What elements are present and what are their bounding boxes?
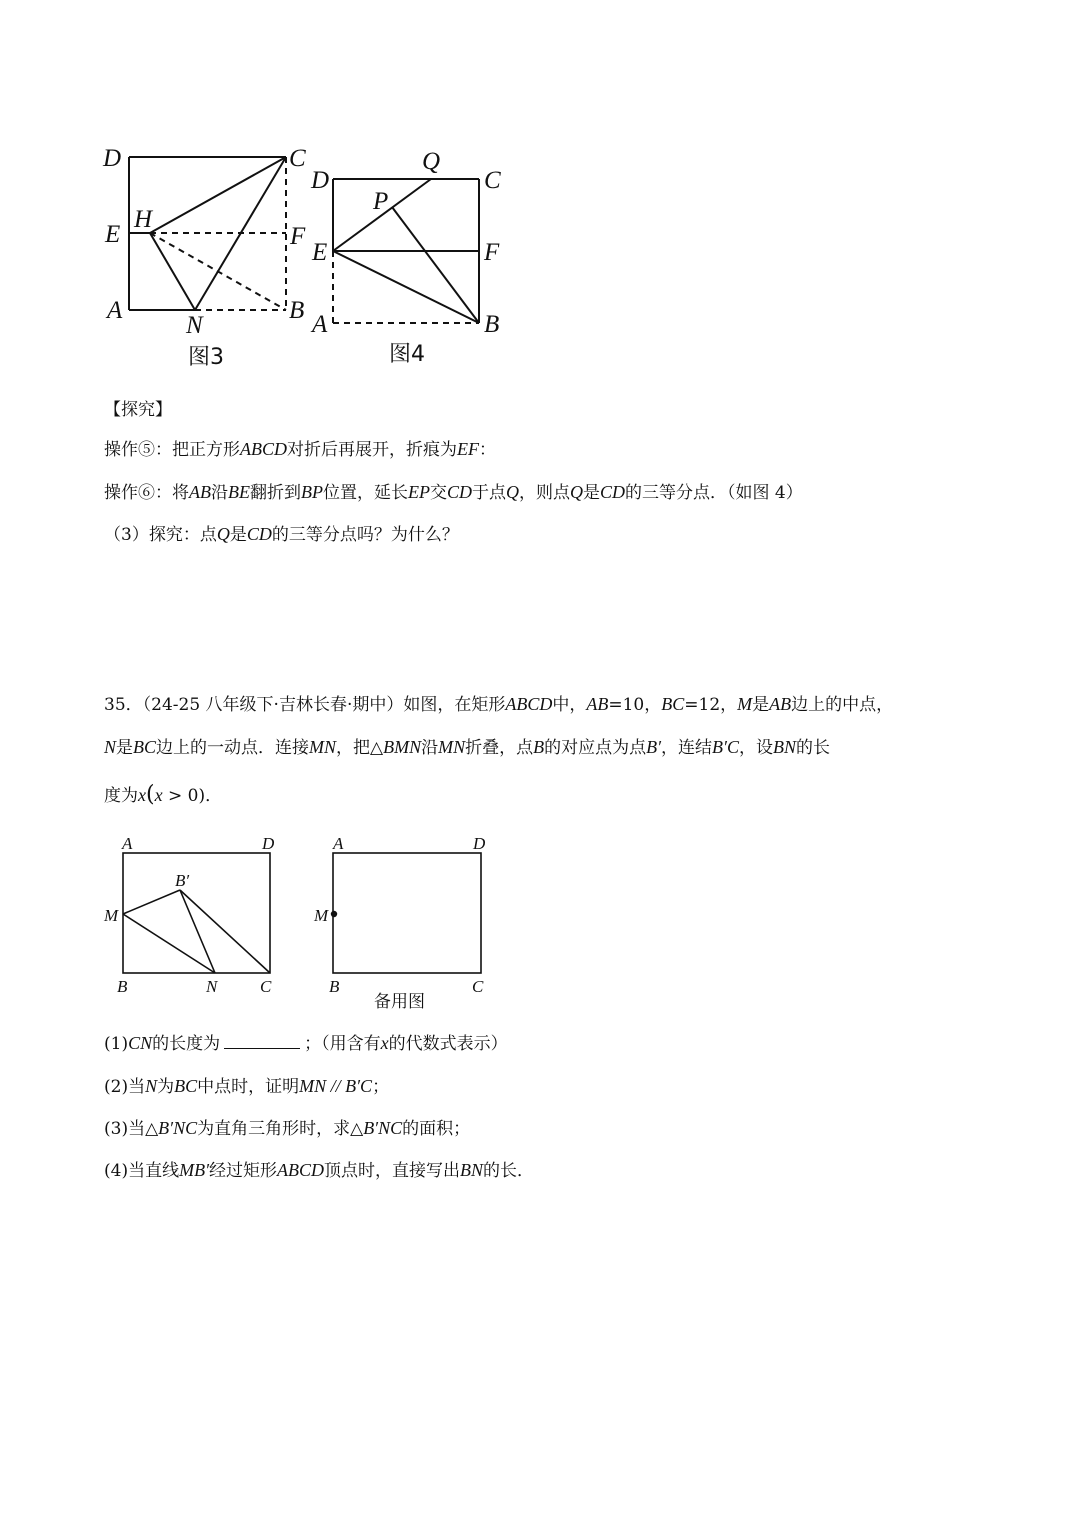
p35-l2-text-5: 折叠，点 [465,738,534,758]
figures-3-4 [0,0,540,380]
fig6-label-d: D [473,834,486,853]
op5-text-3: ： [479,440,496,460]
q4-var-abcd: ABCD [277,1160,325,1180]
eq3-text-3: 的三等分点吗？为什么？ [271,525,459,545]
p35-l2-text-6: 的对应点为点 [544,738,647,758]
op6-var-2: BE [228,482,250,502]
fig4-segment-pb [392,207,479,323]
q3-text-2: 为直角三角形时，求△ [197,1119,364,1139]
op6-text-7: ，则点 [519,483,571,503]
p35-l1-text-2: 中， [552,695,587,715]
op6-var-5: CD [447,482,473,502]
fig5-label-bprime: B′ [175,871,190,890]
p35-l2-var-3: MN [309,737,337,757]
fig3-segment-hc [150,157,286,233]
eq3-text-2: 是 [229,525,247,545]
fig3-label-c: C [289,145,306,172]
p35-l1-var-5: AB [769,694,792,714]
fig5-label-c: C [260,977,272,996]
fig5-label-m: M [104,906,119,925]
q1-text-2: ；（用含有 [304,1034,381,1054]
p35-l1-var-4: M [737,694,753,714]
fig5-rectangle-abcd [123,853,270,973]
p35-l2-var-1: N [104,737,117,757]
q1-var-cn: CN [128,1033,153,1053]
fig4-caption: 图4 [389,342,425,367]
op5-var-ef: EF [457,439,479,459]
q4-var-mb: MB′ [179,1160,210,1180]
fig6-rectangle-abcd [333,853,481,973]
fig4-label-p: P [373,188,389,215]
p35-l1-text-6: 边上的中点， [791,695,894,715]
p35-l1-text-5: 是 [752,695,770,715]
fig3-label-a: A [107,297,123,324]
q1-answer-blank[interactable] [224,1032,300,1049]
q2-text-1: (2)当 [104,1077,146,1097]
fig5-label-b: B [117,977,128,996]
op6-text-5: 交 [430,483,447,503]
q4-var-bn: BN [460,1160,484,1180]
fig5-segment-mbp [123,890,180,914]
q1-var-x: x [380,1033,389,1053]
question-3 [104,1116,470,1141]
eq3-var-cd: CD [246,524,272,544]
fig3-caption: 图3 [188,345,224,370]
fig3-label-d: D [103,145,122,172]
op6-var-4: EP [408,482,430,502]
fig3-segment-hn [150,233,195,310]
p35-l1-var-2: AB [586,694,609,714]
op6-var-1: AB [189,482,211,502]
operation-6 [104,480,803,505]
fig6-caption: 备用图 [374,992,425,1012]
q4-text-3: 顶点时，直接写出 [324,1161,461,1181]
fig6-label-m: M [314,906,329,925]
q3-text-3: 的面积； [402,1119,471,1139]
q4-text-2: 经过矩形 [209,1161,278,1181]
op6-text-1: 操作⑥：将 [104,483,189,503]
question-4 [104,1158,534,1183]
fig3-label-n: N [186,312,203,339]
fig4-label-q: Q [422,148,441,175]
fig3-segment-hb-dashed [150,233,286,310]
p35-l3-var-1: x [138,785,146,805]
q1-number: (1) [104,1034,129,1054]
q3-var-1: B′NC [158,1118,198,1138]
q2-var-n: N [145,1076,158,1096]
op5-var-abcd: ABCD [240,439,287,459]
problem-35-line-2 [104,735,830,760]
fig6-label-b: B [329,977,340,996]
explore-question-3 [104,522,459,547]
fig5-label-n: N [206,977,218,996]
op6-text-9: 的三等分点．（如图 4） [625,483,803,503]
p35-l2-var-9: BN [773,737,797,757]
p35-l2-var-5: MN [438,737,466,757]
p35-l2-text-8: ，设 [739,738,773,758]
fig6-label-c: C [472,977,484,996]
q3-text-1: (3)当△ [104,1119,159,1139]
fig4-label-a: A [312,311,328,338]
fig3-label-b: B [289,297,305,324]
p35-l3-var-2: x [154,785,163,805]
eq3-var-q: Q [216,524,230,544]
op6-var-8: CD [600,482,626,502]
p35-l1-text-1: 35．（24-25 八年级下·吉林长春·期中）如图，在矩形 [104,695,506,715]
figure-3 [129,157,286,310]
fig4-label-b: B [484,311,500,338]
fig3-label-f: F [290,223,306,250]
p35-l1-var-1: ABCD [505,694,553,714]
p35-l2-var-2: BC [133,737,157,757]
problem-35-line-3 [104,783,222,808]
operation-5 [104,437,496,462]
op6-var-3: BP [301,482,323,502]
explore-heading: 【探究】 [104,400,172,420]
figures-35 [0,820,540,1020]
fig5-segment-mn [123,914,215,973]
p35-l1-var-3: BC [661,694,685,714]
p35-l2-text-4: 沿 [421,738,439,758]
figure-35-main [123,853,270,973]
q1-text-1: 的长度为 [152,1034,221,1054]
p35-l2-text-2: 边上的一动点．连接 [156,738,310,758]
fig6-point-m [331,911,337,917]
fig4-label-d: D [311,167,330,194]
question-2 [104,1074,389,1099]
problem-35-line-1 [104,692,893,717]
p35-l3-text-1: 度为 [104,786,138,806]
p35-l2-var-6: B [533,737,545,757]
fig5-segment-bpc [180,890,270,973]
op5-text-1: 操作⑤：把正方形 [104,440,240,460]
op5-text-2: 对折后再展开，折痕为 [287,440,457,460]
fig5-label-a: A [122,834,133,853]
q4-text-1: (4)当直线 [104,1161,180,1181]
op6-text-3: 翻折到 [250,483,301,503]
p35-l2-var-4: BMN [383,737,422,757]
p35-l1-text-4: =12， [684,695,738,715]
fig4-label-c: C [484,167,501,194]
q1-text-3: 的代数式表示） [388,1034,508,1054]
q2-text-3: 中点时，证明 [197,1077,300,1097]
fig4-label-f: F [484,239,500,266]
q2-text-2: 为 [157,1077,175,1097]
p35-l2-var-7: B′ [646,737,662,757]
fig6-label-a: A [333,834,344,853]
p35-l2-text-9: 的长 [796,738,831,758]
p35-l2-var-8: B′C [712,737,739,757]
p35-l2-text-3: ，把△ [336,738,384,758]
fig3-label-h: H [134,206,153,233]
op6-var-6: Q [506,482,520,502]
fig5-segment-bpn [180,890,215,973]
q2-var-parallel: MN // B′C [299,1076,373,1096]
p35-l3-text-2: ( [146,782,155,807]
p35-l2-text-7: ，连结 [661,738,713,758]
q4-text-4: 的长． [483,1161,535,1181]
q3-var-2: B′NC [363,1118,403,1138]
op6-text-2: 沿 [211,483,228,503]
figure-4 [333,179,479,323]
q2-text-4: ； [372,1077,390,1097]
fig5-label-d: D [262,834,275,853]
p35-l2-text-1: 是 [116,738,134,758]
op6-text-6: 于点 [472,483,507,503]
p35-l1-text-3: =10， [608,695,662,715]
op6-text-4: 位置，延长 [323,483,408,503]
q2-var-bc: BC [174,1076,198,1096]
p35-l3-text-3: > 0)． [162,786,223,806]
eq3-text-1: （3）探究：点 [104,525,217,545]
fig4-label-e: E [312,239,328,266]
op6-var-7: Q [570,482,584,502]
fig3-label-e: E [105,221,121,248]
op6-text-8: 是 [583,483,601,503]
figure-35-spare [333,853,481,973]
question-1 [104,1031,508,1056]
fig4-segment-eb [333,251,479,323]
